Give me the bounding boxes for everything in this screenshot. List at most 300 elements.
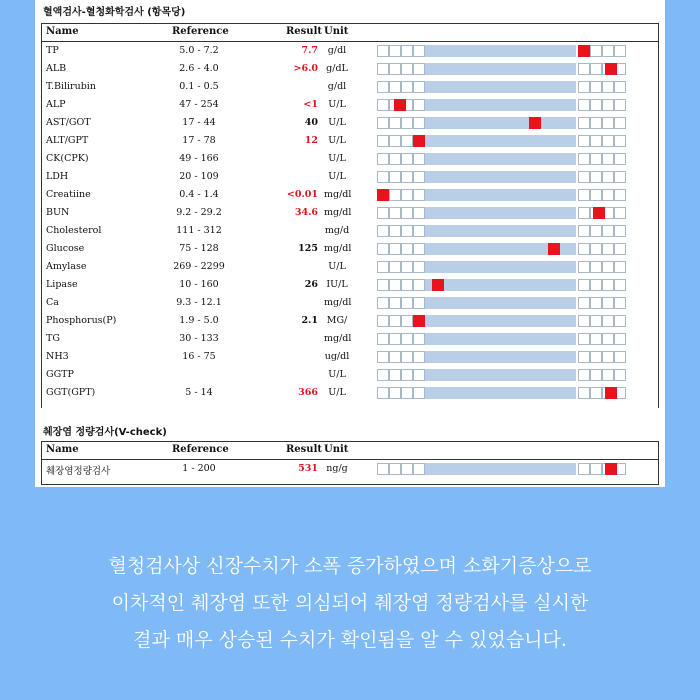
bar-cell	[401, 297, 413, 309]
row-reference: 1.9 - 5.0	[179, 315, 219, 326]
row-name: Glucose	[46, 243, 85, 254]
section-title-pancreatitis: 췌장염 정량검사(V-check)	[43, 427, 167, 438]
bar-cell	[578, 153, 590, 165]
bar-cell	[413, 387, 425, 399]
bar-cell	[590, 81, 602, 93]
bar-cell	[614, 333, 626, 345]
row-name: ALP	[46, 99, 66, 110]
row-unit: U/L	[328, 135, 346, 146]
bar-cell	[389, 279, 401, 291]
bar-cell	[401, 45, 413, 57]
header-reference: Reference	[172, 26, 229, 37]
row-reference: 269 - 2299	[173, 261, 225, 272]
row-reference: 5 - 14	[185, 387, 213, 398]
row-unit: mg/d	[324, 225, 350, 236]
table-row	[42, 240, 658, 258]
bar-cell	[413, 297, 425, 309]
bar-cell	[602, 171, 614, 183]
table-row	[42, 186, 658, 204]
reference-band	[425, 333, 576, 345]
reference-band	[425, 387, 576, 399]
bar-cell	[401, 387, 413, 399]
row-name: Creatiine	[46, 189, 91, 200]
bar-cell	[614, 207, 626, 219]
row-reference: 16 - 75	[182, 351, 216, 362]
bar-cell	[401, 189, 413, 201]
caption	[0, 548, 700, 659]
row-reference: 30 - 133	[179, 333, 219, 344]
row-reference: 20 - 109	[179, 171, 219, 182]
bar-cell	[401, 261, 413, 273]
bar-cell	[377, 387, 389, 399]
bar-cell	[377, 369, 389, 381]
bar-cell	[401, 243, 413, 255]
row-reference: 0.4 - 1.4	[179, 189, 219, 200]
bar-cell	[413, 463, 425, 475]
bar-cell	[389, 189, 401, 201]
row-result: 125	[298, 243, 318, 254]
row-unit: U/L	[328, 261, 346, 272]
bar-cell	[413, 45, 425, 57]
row-result: 34.6	[294, 207, 318, 218]
bar-cell	[578, 225, 590, 237]
bar-cell	[614, 99, 626, 111]
bar-cell	[389, 463, 401, 475]
row-reference: 10 - 160	[179, 279, 219, 290]
result-marker	[578, 45, 590, 57]
row-reference: 47 - 254	[179, 99, 219, 110]
row-result: 40	[304, 117, 318, 128]
bar-cell	[401, 333, 413, 345]
row-result: <1	[303, 99, 318, 110]
table-row	[42, 294, 658, 312]
bar-cell	[377, 171, 389, 183]
row-reference: 0.1 - 0.5	[179, 81, 219, 92]
row-unit: g/dl	[327, 81, 347, 92]
bar-cell	[377, 45, 389, 57]
bar-cell	[377, 207, 389, 219]
row-unit: g/dl	[327, 45, 347, 56]
result-marker	[548, 243, 560, 255]
bar-cell	[602, 369, 614, 381]
bar-cell	[578, 171, 590, 183]
bar-cell	[590, 387, 602, 399]
bar-cell	[413, 189, 425, 201]
header-unit: Unit	[324, 26, 349, 37]
pancreatitis-table	[41, 441, 659, 485]
bar-cell	[578, 135, 590, 147]
table-row	[42, 222, 658, 240]
bar-cell	[602, 135, 614, 147]
bar-cell	[614, 117, 626, 129]
bar-cell	[389, 135, 401, 147]
bar-cell	[590, 153, 602, 165]
bar-cell	[413, 225, 425, 237]
section-title-serum-chemistry: 혈액검사-혈청화학검사 (항목당)	[43, 7, 186, 18]
header-result: Result	[286, 26, 322, 37]
bar-cell	[413, 171, 425, 183]
bar-cell	[413, 81, 425, 93]
bar-cell	[590, 135, 602, 147]
bar-cell	[602, 225, 614, 237]
bar-cell	[578, 99, 590, 111]
bar-cell	[614, 351, 626, 363]
bar-cell	[602, 261, 614, 273]
row-unit: mg/dl	[324, 243, 352, 254]
reference-band	[425, 279, 576, 291]
row-reference: 9.3 - 12.1	[176, 297, 222, 308]
bar-cell	[377, 315, 389, 327]
result-marker	[593, 207, 605, 219]
bar-cell	[389, 369, 401, 381]
bar-cell	[590, 117, 602, 129]
bar-cell	[602, 153, 614, 165]
bar-cell	[614, 243, 626, 255]
bar-cell	[413, 351, 425, 363]
bar-cell	[590, 99, 602, 111]
caption-line: 이차적인 췌장염 또한 의심되어 췌장염 정량검사를 실시한	[111, 592, 589, 614]
table-row	[42, 96, 658, 114]
table-row	[42, 384, 658, 402]
result-marker	[394, 99, 406, 111]
header-unit: Unit	[324, 444, 349, 455]
bar-cell	[401, 171, 413, 183]
row-name: GGTP	[46, 369, 74, 380]
bar-cell	[602, 99, 614, 111]
bar-cell	[578, 333, 590, 345]
bar-cell	[578, 279, 590, 291]
bar-cell	[413, 117, 425, 129]
bar-cell	[389, 387, 401, 399]
bar-cell	[578, 189, 590, 201]
bar-cell	[602, 333, 614, 345]
row-result: 366	[298, 387, 318, 398]
bar-cell	[377, 117, 389, 129]
bar-cell	[590, 369, 602, 381]
row-unit: mg/dl	[324, 189, 352, 200]
bar-cell	[590, 261, 602, 273]
bar-cell	[401, 315, 413, 327]
row-reference: 1 - 200	[182, 463, 216, 474]
bar-cell	[377, 351, 389, 363]
row-name: ALB	[46, 63, 67, 74]
bar-cell	[602, 189, 614, 201]
table-row	[42, 150, 658, 168]
bar-cell	[389, 45, 401, 57]
bar-cell	[377, 135, 389, 147]
bar-cell	[389, 171, 401, 183]
bar-cell	[413, 153, 425, 165]
table-rows	[42, 42, 658, 402]
row-result: 12	[304, 135, 318, 146]
bar-cell	[377, 81, 389, 93]
table-row	[42, 204, 658, 222]
bar-cell	[389, 81, 401, 93]
serum-chemistry-table	[41, 23, 659, 408]
bar-cell	[590, 171, 602, 183]
bar-cell	[401, 135, 413, 147]
bar-cell	[590, 63, 602, 75]
bar-cell	[389, 63, 401, 75]
bar-cell	[401, 369, 413, 381]
lab-report	[35, 0, 665, 487]
row-unit: g/dL	[326, 63, 348, 74]
bar-cell	[401, 117, 413, 129]
header-name: Name	[46, 444, 79, 455]
bar-cell	[614, 315, 626, 327]
table-row	[42, 258, 658, 276]
bar-cell	[401, 351, 413, 363]
result-marker	[605, 463, 617, 475]
bar-cell	[590, 279, 602, 291]
row-name: Amylase	[46, 261, 87, 272]
bar-cell	[614, 81, 626, 93]
header-name: Name	[46, 26, 79, 37]
bar-cell	[590, 463, 602, 475]
bar-cell	[413, 279, 425, 291]
bar-cell	[590, 189, 602, 201]
row-reference: 75 - 128	[179, 243, 219, 254]
reference-band	[425, 135, 576, 147]
bar-cell	[602, 279, 614, 291]
bar-cell	[401, 153, 413, 165]
result-marker	[605, 63, 617, 75]
bar-cell	[377, 243, 389, 255]
row-unit: mg/dl	[324, 333, 352, 344]
table-row	[42, 312, 658, 330]
row-reference: 17 - 44	[182, 117, 216, 128]
table-row	[42, 78, 658, 96]
row-name: AST/GOT	[46, 117, 91, 128]
table-row	[42, 330, 658, 348]
bar-cell	[578, 297, 590, 309]
table-rows	[42, 460, 658, 478]
bar-cell	[413, 333, 425, 345]
bar-cell	[578, 117, 590, 129]
bar-cell	[377, 463, 389, 475]
bar-cell	[602, 45, 614, 57]
bar-cell	[614, 225, 626, 237]
row-name: Lipase	[46, 279, 78, 290]
bar-cell	[389, 261, 401, 273]
row-result: >6.0	[293, 63, 318, 74]
header-reference: Reference	[172, 444, 229, 455]
caption-line: 혈청검사상 신장수치가 소폭 증가하였으며 소화기증상으로	[108, 555, 592, 577]
reference-band	[425, 45, 576, 57]
row-reference: 2.6 - 4.0	[179, 63, 219, 74]
result-marker	[432, 279, 444, 291]
reference-band	[425, 225, 576, 237]
bar-cell	[389, 315, 401, 327]
row-name: LDH	[46, 171, 69, 182]
result-marker	[377, 189, 389, 201]
row-result: <0.01	[286, 189, 318, 200]
bar-cell	[389, 333, 401, 345]
row-reference: 17 - 78	[182, 135, 216, 146]
row-unit: ng/g	[326, 463, 348, 474]
bar-cell	[602, 315, 614, 327]
result-marker	[529, 117, 541, 129]
bar-cell	[578, 243, 590, 255]
bar-cell	[578, 81, 590, 93]
bar-cell	[401, 463, 413, 475]
row-name: GGT(GPT)	[46, 387, 96, 398]
table-row	[42, 366, 658, 384]
bar-cell	[602, 351, 614, 363]
bar-cell	[578, 351, 590, 363]
row-name: TP	[46, 45, 59, 56]
bar-cell	[413, 63, 425, 75]
bar-cell	[590, 351, 602, 363]
row-result: 531	[298, 463, 318, 474]
reference-band	[425, 207, 576, 219]
row-name: Ca	[46, 297, 59, 308]
bar-cell	[377, 333, 389, 345]
reference-band	[425, 261, 576, 273]
bar-cell	[614, 369, 626, 381]
row-unit: MG/	[326, 315, 348, 326]
bar-cell	[578, 261, 590, 273]
result-marker	[413, 135, 425, 147]
row-unit: U/L	[328, 117, 346, 128]
reference-band	[425, 153, 576, 165]
row-reference: 49 - 166	[179, 153, 219, 164]
row-unit: U/L	[328, 153, 346, 164]
table-row	[42, 348, 658, 366]
bar-cell	[578, 369, 590, 381]
row-name: Phosphorus(P)	[46, 315, 117, 326]
row-result: 7.7	[301, 45, 318, 56]
reference-band	[425, 369, 576, 381]
bar-cell	[401, 207, 413, 219]
reference-band	[425, 99, 576, 111]
bar-cell	[389, 207, 401, 219]
bar-cell	[614, 279, 626, 291]
bar-cell	[377, 261, 389, 273]
reference-band	[425, 81, 576, 93]
bar-cell	[602, 243, 614, 255]
result-marker	[605, 387, 617, 399]
row-unit: U/L	[328, 99, 346, 110]
bar-cell	[413, 99, 425, 111]
bar-cell	[413, 207, 425, 219]
table-header	[42, 24, 658, 42]
bar-cell	[614, 297, 626, 309]
result-marker	[413, 315, 425, 327]
table-row	[42, 42, 658, 60]
bar-cell	[401, 81, 413, 93]
table-row	[42, 60, 658, 78]
bar-cell	[401, 279, 413, 291]
header-result: Result	[286, 444, 322, 455]
bar-cell	[389, 351, 401, 363]
reference-band	[425, 171, 576, 183]
row-reference: 111 - 312	[176, 225, 222, 236]
row-name: BUN	[46, 207, 70, 218]
row-unit: U/L	[328, 369, 346, 380]
bar-cell	[413, 261, 425, 273]
row-name: Cholesterol	[46, 225, 102, 236]
row-result: 26	[304, 279, 318, 290]
table-row	[42, 276, 658, 294]
bar-cell	[614, 153, 626, 165]
reference-band	[425, 463, 576, 475]
bar-cell	[413, 369, 425, 381]
bar-cell	[377, 153, 389, 165]
row-unit: IU/L	[326, 279, 348, 290]
bar-cell	[614, 45, 626, 57]
row-reference: 5.0 - 7.2	[179, 45, 219, 56]
row-name: T.Bilirubin	[46, 81, 96, 92]
bar-cell	[389, 243, 401, 255]
bar-cell	[578, 207, 590, 219]
table-row	[42, 460, 658, 478]
bar-cell	[389, 153, 401, 165]
bar-cell	[590, 297, 602, 309]
bar-cell	[389, 225, 401, 237]
bar-cell	[590, 225, 602, 237]
bar-cell	[614, 171, 626, 183]
table-row	[42, 168, 658, 186]
row-name: NH3	[46, 351, 69, 362]
bar-cell	[590, 45, 602, 57]
bar-cell	[602, 81, 614, 93]
bar-cell	[401, 63, 413, 75]
bar-cell	[578, 315, 590, 327]
reference-band	[425, 189, 576, 201]
bar-cell	[389, 117, 401, 129]
reference-band	[425, 315, 576, 327]
bar-cell	[377, 297, 389, 309]
reference-band	[425, 63, 576, 75]
row-name: ALT/GPT	[46, 135, 89, 146]
reference-band	[425, 117, 576, 129]
reference-band	[425, 351, 576, 363]
row-unit: U/L	[328, 387, 346, 398]
bar-cell	[614, 261, 626, 273]
row-name: CK(CPK)	[46, 153, 89, 164]
bar-cell	[377, 225, 389, 237]
row-name: TG	[46, 333, 60, 344]
table-header	[42, 442, 658, 460]
bar-cell	[614, 189, 626, 201]
row-result: 2.1	[301, 315, 318, 326]
bar-cell	[590, 243, 602, 255]
row-name: 췌장염정량검사	[46, 466, 111, 477]
bar-cell	[578, 63, 590, 75]
bar-cell	[377, 99, 389, 111]
bar-cell	[389, 297, 401, 309]
bar-cell	[590, 333, 602, 345]
bar-cell	[401, 225, 413, 237]
reference-band	[425, 297, 576, 309]
row-unit: U/L	[328, 171, 346, 182]
bar-cell	[602, 297, 614, 309]
bar-cell	[578, 387, 590, 399]
table-row	[42, 114, 658, 132]
row-unit: mg/dl	[324, 207, 352, 218]
bar-cell	[413, 243, 425, 255]
caption-line: 결과 매우 상승된 수치가 확인됨을 알 수 있었습니다.	[133, 629, 567, 651]
bar-cell	[590, 315, 602, 327]
row-reference: 9.2 - 29.2	[176, 207, 222, 218]
row-unit: ug/dl	[324, 351, 350, 362]
bar-cell	[614, 135, 626, 147]
bar-cell	[578, 463, 590, 475]
table-row	[42, 132, 658, 150]
bar-cell	[377, 63, 389, 75]
row-unit: mg/dl	[324, 297, 352, 308]
